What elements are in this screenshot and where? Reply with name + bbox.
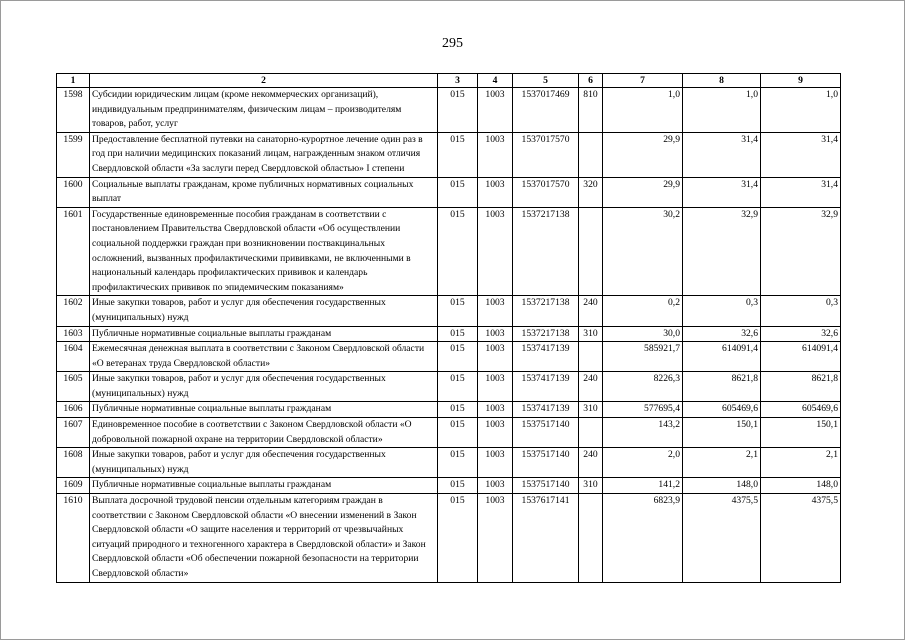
amount-col9: 0,3 bbox=[761, 296, 841, 326]
row-number: 1600 bbox=[57, 177, 90, 207]
admin-code: 015 bbox=[438, 207, 478, 296]
expense-type-code bbox=[579, 207, 603, 296]
row-number: 1608 bbox=[57, 448, 90, 478]
item-name: Единовременное пособие в соответствии с Законом Свердловской области «О добровольной пожарной охране на территории Свердловской области» bbox=[90, 418, 438, 448]
section-code: 1003 bbox=[478, 132, 513, 177]
expense-type-code: 310 bbox=[579, 402, 603, 418]
admin-code: 015 bbox=[438, 132, 478, 177]
header-cell: 3 bbox=[438, 74, 478, 88]
admin-code: 015 bbox=[438, 418, 478, 448]
amount-col8: 614091,4 bbox=[683, 342, 761, 372]
expense-type-code bbox=[579, 342, 603, 372]
item-name: Иные закупки товаров, работ и услуг для обеспечения государственных (муниципальных) нужд bbox=[90, 448, 438, 478]
admin-code: 015 bbox=[438, 326, 478, 342]
item-name: Ежемесячная денежная выплата в соответствии с Законом Свердловской области «О ветеранах труда Свердловской области» bbox=[90, 342, 438, 372]
item-name: Иные закупки товаров, работ и услуг для обеспечения государственных (муниципальных) нужд bbox=[90, 372, 438, 402]
header-cell: 9 bbox=[761, 74, 841, 88]
amount-col7: 6823,9 bbox=[603, 494, 683, 583]
row-number: 1610 bbox=[57, 494, 90, 583]
expense-type-code: 240 bbox=[579, 448, 603, 478]
expense-type-code bbox=[579, 418, 603, 448]
row-number: 1603 bbox=[57, 326, 90, 342]
amount-col8: 31,4 bbox=[683, 132, 761, 177]
target-article-code: 1537417139 bbox=[513, 342, 579, 372]
expense-type-code bbox=[579, 132, 603, 177]
amount-col8: 150,1 bbox=[683, 418, 761, 448]
amount-col7: 2,0 bbox=[603, 448, 683, 478]
table-row bbox=[57, 448, 841, 478]
amount-col8: 31,4 bbox=[683, 177, 761, 207]
amount-col9: 2,1 bbox=[761, 448, 841, 478]
header-cell: 7 bbox=[603, 74, 683, 88]
amount-col7: 577695,4 bbox=[603, 402, 683, 418]
amount-col8: 2,1 bbox=[683, 448, 761, 478]
table-row bbox=[57, 132, 841, 177]
header-cell: 6 bbox=[579, 74, 603, 88]
item-name: Социальные выплаты гражданам, кроме публичных нормативных социальных выплат bbox=[90, 177, 438, 207]
row-number: 1609 bbox=[57, 478, 90, 494]
amount-col9: 605469,6 bbox=[761, 402, 841, 418]
row-number: 1599 bbox=[57, 132, 90, 177]
section-code: 1003 bbox=[478, 402, 513, 418]
section-code: 1003 bbox=[478, 372, 513, 402]
target-article-code: 1537017469 bbox=[513, 88, 579, 133]
table-row bbox=[57, 418, 841, 448]
header-cell: 1 bbox=[57, 74, 90, 88]
expense-type-code bbox=[579, 494, 603, 583]
table-row bbox=[57, 326, 841, 342]
section-code: 1003 bbox=[478, 177, 513, 207]
header-cell: 5 bbox=[513, 74, 579, 88]
item-name: Выплата досрочной трудовой пенсии отдельным категориям граждан в соответствии с Законом Свердловской области «О внесении изменений в Закон Свердловской области «О защите населения и территорий от чрезвычайных ситуаций природного и техногенного характера в Свердловской области» и Закон Свердловской области «Об обеспечении пожарной безопасности на территории Свердловской области» bbox=[90, 494, 438, 583]
page-number: 295 bbox=[442, 36, 463, 51]
amount-col8: 8621,8 bbox=[683, 372, 761, 402]
admin-code: 015 bbox=[438, 494, 478, 583]
section-code: 1003 bbox=[478, 418, 513, 448]
amount-col7: 29,9 bbox=[603, 177, 683, 207]
target-article-code: 1537217138 bbox=[513, 326, 579, 342]
table-row bbox=[57, 478, 841, 494]
target-article-code: 1537617141 bbox=[513, 494, 579, 583]
table-row bbox=[57, 88, 841, 133]
row-number: 1598 bbox=[57, 88, 90, 133]
target-article-code: 1537217138 bbox=[513, 207, 579, 296]
header-cell: 2 bbox=[90, 74, 438, 88]
item-name: Иные закупки товаров, работ и услуг для обеспечения государственных (муниципальных) нужд bbox=[90, 296, 438, 326]
section-code: 1003 bbox=[478, 296, 513, 326]
table-row bbox=[57, 494, 841, 583]
row-number: 1605 bbox=[57, 372, 90, 402]
amount-col9: 4375,5 bbox=[761, 494, 841, 583]
expense-type-code: 240 bbox=[579, 296, 603, 326]
admin-code: 015 bbox=[438, 177, 478, 207]
expense-type-code: 810 bbox=[579, 88, 603, 133]
section-code: 1003 bbox=[478, 88, 513, 133]
amount-col8: 4375,5 bbox=[683, 494, 761, 583]
amount-col8: 1,0 bbox=[683, 88, 761, 133]
section-code: 1003 bbox=[478, 478, 513, 494]
admin-code: 015 bbox=[438, 448, 478, 478]
amount-col7: 141,2 bbox=[603, 478, 683, 494]
row-number: 1607 bbox=[57, 418, 90, 448]
table-header-row bbox=[57, 74, 841, 88]
row-number: 1606 bbox=[57, 402, 90, 418]
section-code: 1003 bbox=[478, 494, 513, 583]
admin-code: 015 bbox=[438, 88, 478, 133]
table-row bbox=[57, 296, 841, 326]
target-article-code: 1537417139 bbox=[513, 372, 579, 402]
target-article-code: 1537017570 bbox=[513, 177, 579, 207]
header-cell: 8 bbox=[683, 74, 761, 88]
target-article-code: 1537417139 bbox=[513, 402, 579, 418]
section-code: 1003 bbox=[478, 342, 513, 372]
budget-table bbox=[56, 73, 841, 583]
amount-col8: 148,0 bbox=[683, 478, 761, 494]
amount-col9: 8621,8 bbox=[761, 372, 841, 402]
table-body bbox=[57, 88, 841, 583]
amount-col7: 8226,3 bbox=[603, 372, 683, 402]
expense-type-code: 320 bbox=[579, 177, 603, 207]
item-name: Публичные нормативные социальные выплаты гражданам bbox=[90, 478, 438, 494]
amount-col8: 605469,6 bbox=[683, 402, 761, 418]
target-article-code: 1537217138 bbox=[513, 296, 579, 326]
admin-code: 015 bbox=[438, 296, 478, 326]
item-name: Государственные единовременные пособия гражданам в соответствии с постановлением Правительства Свердловской области «Об осуществлении социальной поддержки граждан при возникновении поствакцинальных осложнений, вызванных профилактическими прививками, не включенными в национальный календарь профилактических прививок и календарь профилактических прививок по эпидемическим показаниям» bbox=[90, 207, 438, 296]
item-name: Публичные нормативные социальные выплаты гражданам bbox=[90, 326, 438, 342]
expense-type-code: 310 bbox=[579, 478, 603, 494]
header-cell: 4 bbox=[478, 74, 513, 88]
amount-col8: 32,9 bbox=[683, 207, 761, 296]
target-article-code: 1537517140 bbox=[513, 448, 579, 478]
section-code: 1003 bbox=[478, 326, 513, 342]
amount-col9: 614091,4 bbox=[761, 342, 841, 372]
amount-col9: 1,0 bbox=[761, 88, 841, 133]
amount-col9: 150,1 bbox=[761, 418, 841, 448]
admin-code: 015 bbox=[438, 372, 478, 402]
amount-col8: 32,6 bbox=[683, 326, 761, 342]
table-row bbox=[57, 207, 841, 296]
item-name: Публичные нормативные социальные выплаты гражданам bbox=[90, 402, 438, 418]
target-article-code: 1537517140 bbox=[513, 478, 579, 494]
amount-col7: 30,0 bbox=[603, 326, 683, 342]
row-number: 1604 bbox=[57, 342, 90, 372]
admin-code: 015 bbox=[438, 402, 478, 418]
amount-col7: 585921,7 bbox=[603, 342, 683, 372]
section-code: 1003 bbox=[478, 207, 513, 296]
table-row bbox=[57, 402, 841, 418]
section-code: 1003 bbox=[478, 448, 513, 478]
amount-col8: 0,3 bbox=[683, 296, 761, 326]
expense-type-code: 240 bbox=[579, 372, 603, 402]
amount-col7: 30,2 bbox=[603, 207, 683, 296]
target-article-code: 1537517140 bbox=[513, 418, 579, 448]
item-name: Субсидии юридическим лицам (кроме некоммерческих организаций), индивидуальным предпринимателям, физическим лицам – производителям товаров, работ, услуг bbox=[90, 88, 438, 133]
amount-col7: 143,2 bbox=[603, 418, 683, 448]
table-row bbox=[57, 177, 841, 207]
expense-type-code: 310 bbox=[579, 326, 603, 342]
amount-col7: 1,0 bbox=[603, 88, 683, 133]
row-number: 1602 bbox=[57, 296, 90, 326]
admin-code: 015 bbox=[438, 342, 478, 372]
admin-code: 015 bbox=[438, 478, 478, 494]
item-name: Предоставление бесплатной путевки на санаторно-курортное лечение один раз в год при наличии медицинских показаний лицам, награжденным знаком отличия Свердловской области «За заслуги перед Свердловской областью» I степени bbox=[90, 132, 438, 177]
row-number: 1601 bbox=[57, 207, 90, 296]
amount-col9: 32,6 bbox=[761, 326, 841, 342]
amount-col7: 0,2 bbox=[603, 296, 683, 326]
table-row bbox=[57, 372, 841, 402]
amount-col7: 29,9 bbox=[603, 132, 683, 177]
amount-col9: 31,4 bbox=[761, 132, 841, 177]
table-row bbox=[57, 342, 841, 372]
amount-col9: 31,4 bbox=[761, 177, 841, 207]
amount-col9: 148,0 bbox=[761, 478, 841, 494]
target-article-code: 1537017570 bbox=[513, 132, 579, 177]
amount-col9: 32,9 bbox=[761, 207, 841, 296]
